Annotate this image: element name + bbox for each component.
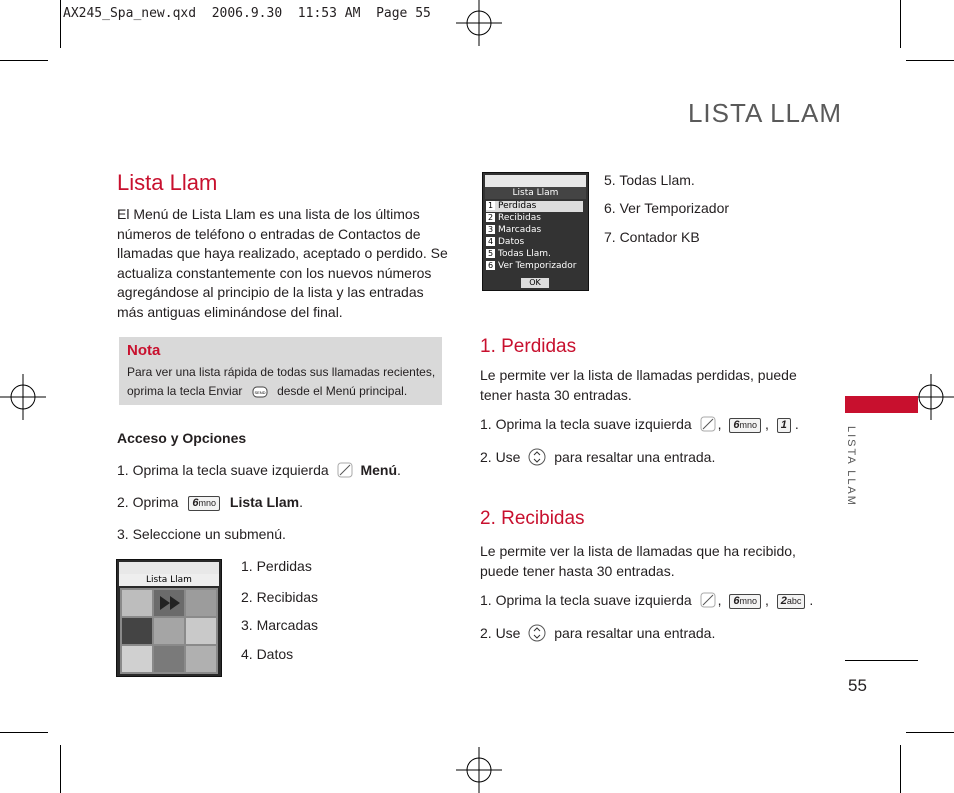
nav-key-icon [528,624,546,645]
key-1-icon: 1 [777,418,791,433]
key-6-icon: 6mno [729,418,761,433]
status-bar [485,175,586,187]
screen-title: Lista Llam [119,574,219,586]
crop-mark [0,60,48,61]
perdidas-step-2: 2. Use para resaltar una entrada. [480,448,715,469]
side-tab-label: LISTA LLAM [845,426,857,507]
crop-mark [900,0,901,48]
menu-label: Menú [360,462,398,479]
note-text [127,363,439,401]
list-item: 4 Datos [487,237,525,247]
crop-mark [900,745,901,793]
perdidas-step-1: 1. Oprima la tecla suave izquierda , 6mno , 1 . [480,416,799,435]
crop-mark [0,732,48,733]
crop-mark [60,745,61,793]
list-item: 6 Ver Temporizador [487,261,577,271]
access-title: Acceso y Opciones [117,430,247,446]
recibidas-desc: Le permite ver la lista de llamadas que ha recibido, puede tener hasta 30 entradas. [480,543,796,579]
list-item: 1 Perdidas [486,201,583,212]
footer-rule [845,660,918,661]
send-key-label: SEND [254,389,266,395]
crop-mark [906,60,954,61]
send-key-icon [252,385,268,399]
key-6-icon: 6mno [188,496,220,511]
key-6-icon: 6mno [729,594,761,609]
side-tab-bar [845,396,918,413]
intro-paragraph: El Menú de Lista Llam es una lista de los últimos números de teléfono o entradas de Contactos de llamadas que haya realizado, aceptado o perdido. Se actualiza constantemente con los nuevos números agregándose al principio de la lista y las entradas más antiguas eliminándose del final. [117,206,448,320]
file-header: AX245_Spa_new.qxd 2006.9.30 11:53 AM Page 55 [63,6,431,21]
step-1: 1. Oprima la tecla suave izquierda Menú. [117,462,401,481]
status-bar [119,562,219,574]
menu-grid-icons [120,588,218,674]
step-1-text: 1. Oprima la tecla suave izquierda [117,462,329,479]
crop-mark [906,732,954,733]
registration-mark-icon [456,747,502,793]
lista-llam-label: Lista Llam [229,494,300,510]
note-title: Nota [127,342,161,359]
phone-screen-grid [116,559,222,677]
key-2-icon: 2abc [777,594,806,609]
left-soft-key-icon [700,416,716,435]
screen-title: Lista Llam [485,187,586,199]
submenu-item: 4. Datos [241,646,294,662]
left-soft-key-icon [700,592,716,611]
step-3: 3. Seleccione un submenú. [117,526,286,542]
submenu-item: 2. Recibidas [241,589,319,605]
submenu-item: 3. Marcadas [241,617,319,633]
perdidas-title: 1. Perdidas [480,336,577,357]
running-title: LISTA LLAM [687,98,842,128]
submenu-item: 7. Contador KB [604,229,700,245]
list-item: 3 Marcadas [487,225,542,235]
recibidas-step-2: 2. Use para resaltar una entrada. [480,624,715,645]
note-text-a: Para ver una lista rápida de todas sus llamadas recientes, oprima la tecla Enviar [127,365,436,398]
ok-softkey: OK [521,278,549,288]
registration-mark-icon [0,374,46,420]
list-item: 5 Todas Llam. [487,249,551,259]
note-box [119,337,442,405]
nav-key-icon [528,448,546,469]
page-number: 55 [848,676,867,695]
submenu-item: 6. Ver Temporizador [604,200,730,216]
section-title: Lista Llam [117,170,218,195]
left-soft-key-icon [337,462,353,481]
perdidas-desc: Le permite ver la lista de llamadas perdidas, puede tener hasta 30 entradas. [480,367,797,403]
submenu-item: 5. Todas Llam. [604,172,695,188]
registration-mark-icon [456,0,502,46]
note-text-b: desde el Menú principal. [277,384,408,398]
recibidas-step-1: 1. Oprima la tecla suave izquierda , 6mno , 2abc . [480,592,813,611]
recibidas-title: 2. Recibidas [480,508,585,529]
phone-screen-list [482,172,589,291]
list-item: 2 Recibidas [487,213,541,223]
submenu-item: 1. Perdidas [241,558,312,574]
step-2: 2. Oprima 6mno Lista Llam. [117,494,304,510]
crop-mark [60,0,61,48]
